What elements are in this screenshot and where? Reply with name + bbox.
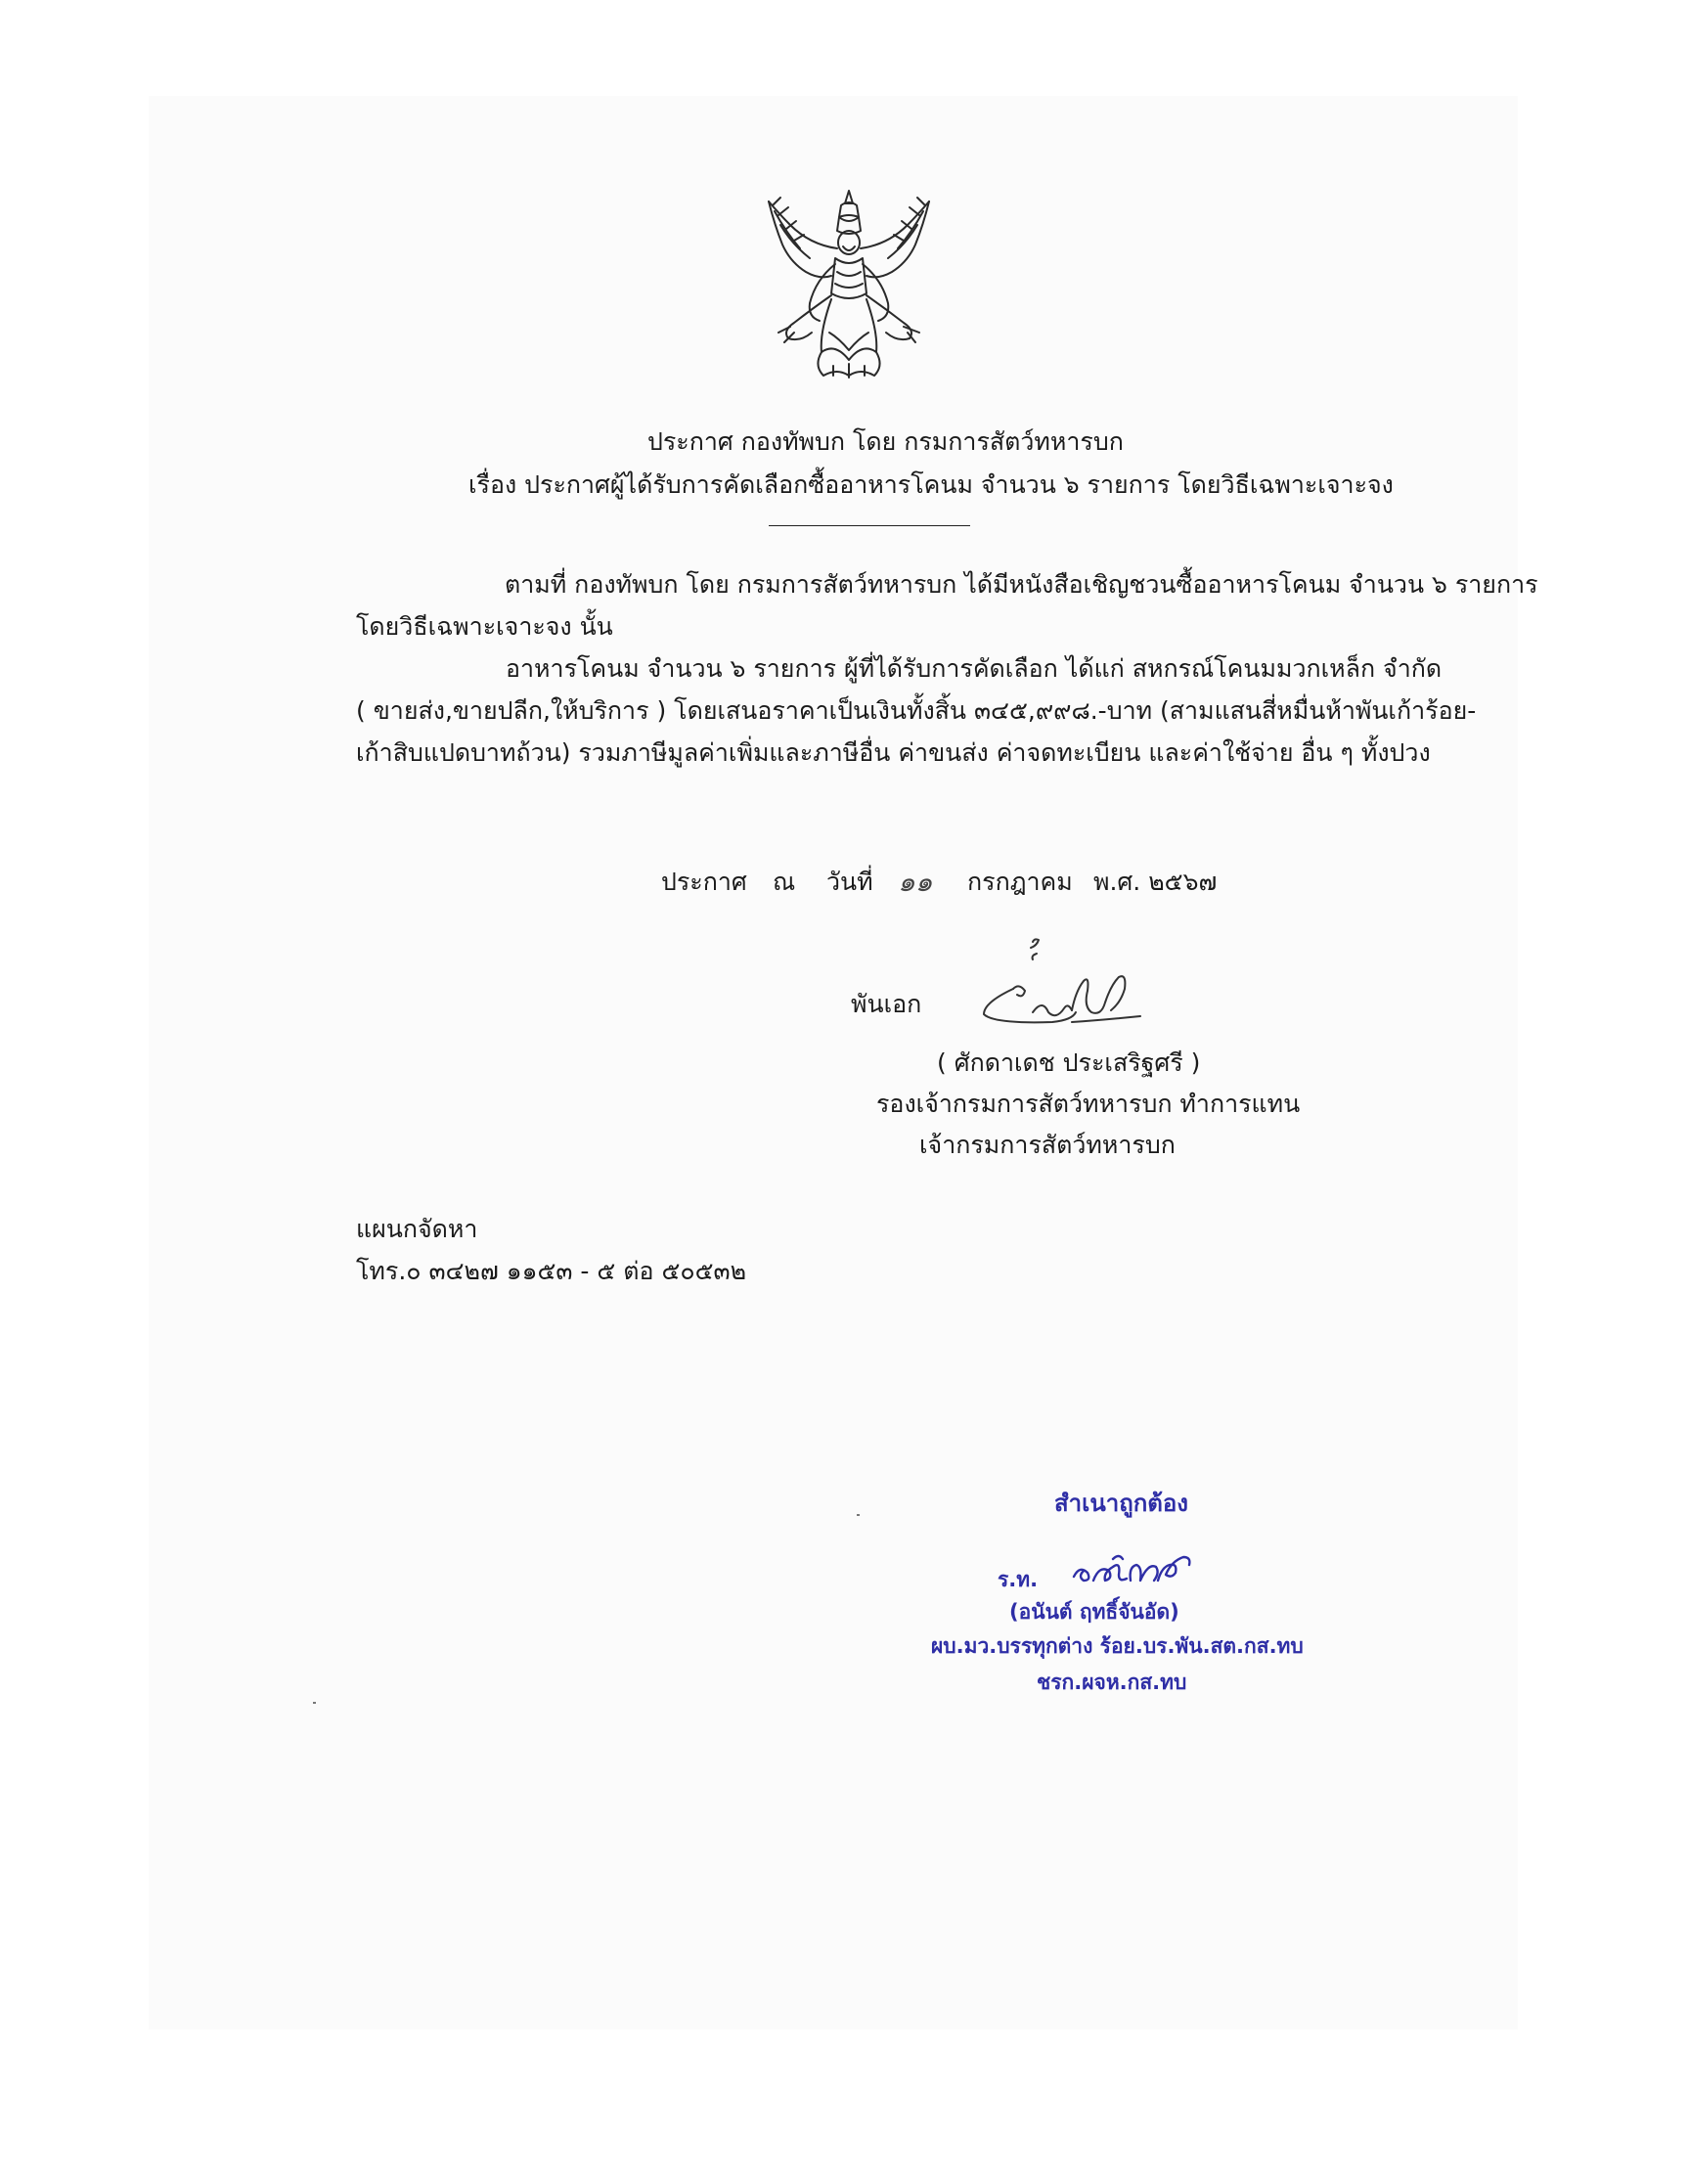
body-paragraph-2-line-2: ( ขายส่ง,ขายปลีก,ให้บริการ ) โดยเสนอราคาเป็นเงินทั้งสิ้น ๓๔๕,๙๙๘.-บาท (สามแสนสี่หมื่นห้าพันเก้าร้อย- <box>356 696 1477 725</box>
body-paragraph-2-line-1: อาหารโคนม จำนวน ๖ รายการ ผู้ที่ได้รับการคัดเลือก ได้แก่ สหกรณ์โคนมมวกเหล็ก จำกัด <box>506 654 1443 683</box>
scanned-page <box>149 96 1518 2029</box>
announcement-heading: ประกาศ กองทัพบก โดย กรมการสัตว์ทหารบก <box>647 427 1124 456</box>
date-day-handwritten: ๑๑ <box>898 866 933 898</box>
date-day-label: วันที่ <box>826 868 873 896</box>
date-month: กรกฎาคม <box>967 868 1073 896</box>
signatory-rank: พันเอก <box>851 990 922 1018</box>
contact-unit: แผนกจัดหา <box>356 1215 478 1243</box>
body-paragraph-2-line-3: เก้าสิบแปดบาทถ้วน) รวมภาษีมูลค่าเพิ่มและภาษีอื่น ค่าขนส่ง ค่าจดทะเบียน และค่าใช้จ่าย อื่น ๆ ทั้งปวง <box>356 738 1431 767</box>
date-at-label: ณ <box>773 868 796 896</box>
certified-copy-name: (อนันต์ ฤทธิ์จันอัด) <box>1009 1600 1179 1624</box>
scan-speck <box>857 1514 860 1516</box>
body-paragraph-1-line-1: ตามที่ กองทัพบก โดย กรมการสัตว์ทหารบก ได้มีหนังสือเชิญชวนซื้ออาหารโคนม จำนวน ๖ รายการ <box>505 570 1538 599</box>
date-announce-label: ประกาศ <box>661 868 747 896</box>
heading-divider <box>769 525 970 526</box>
signatory-name: ( ศักดาเดช ประเสริฐศรี ) <box>937 1048 1201 1077</box>
scan-speck <box>313 1702 316 1704</box>
contact-phone: โทร.๐ ๓๔๒๗ ๑๑๕๓ - ๕ ต่อ ๕๐๕๓๒ <box>356 1257 747 1285</box>
signatory-position-1: รองเจ้ากรมการสัตว์ทหารบก ทำการแทน <box>876 1090 1301 1118</box>
announcement-subject: เรื่อง ประกาศผู้ได้รับการคัดเลือกซื้ออาหารโคนม จำนวน ๖ รายการ โดยวิธีเฉพาะเจาะจง <box>468 470 1394 499</box>
certified-copy-position-1: ผบ.มว.บรรทุกต่าง ร้อย.บร.พัน.สต.กส.ทบ <box>931 1634 1304 1658</box>
certified-copy-rank: ร.ท. <box>998 1568 1039 1591</box>
certified-copy-signature <box>1070 1551 1197 1590</box>
date-year: พ.ศ. ๒๕๖๗ <box>1093 868 1218 896</box>
certified-copy-title: สำเนาถูกต้อง <box>1054 1490 1188 1517</box>
garuda-emblem <box>761 186 937 381</box>
signature <box>974 934 1170 1032</box>
signatory-position-2: เจ้ากรมการสัตว์ทหารบก <box>919 1131 1176 1159</box>
certified-copy-position-2: ชรก.ผจห.กส.ทบ <box>1037 1671 1187 1694</box>
body-paragraph-1-line-2: โดยวิธีเฉพาะเจาะจง นั้น <box>356 612 613 641</box>
